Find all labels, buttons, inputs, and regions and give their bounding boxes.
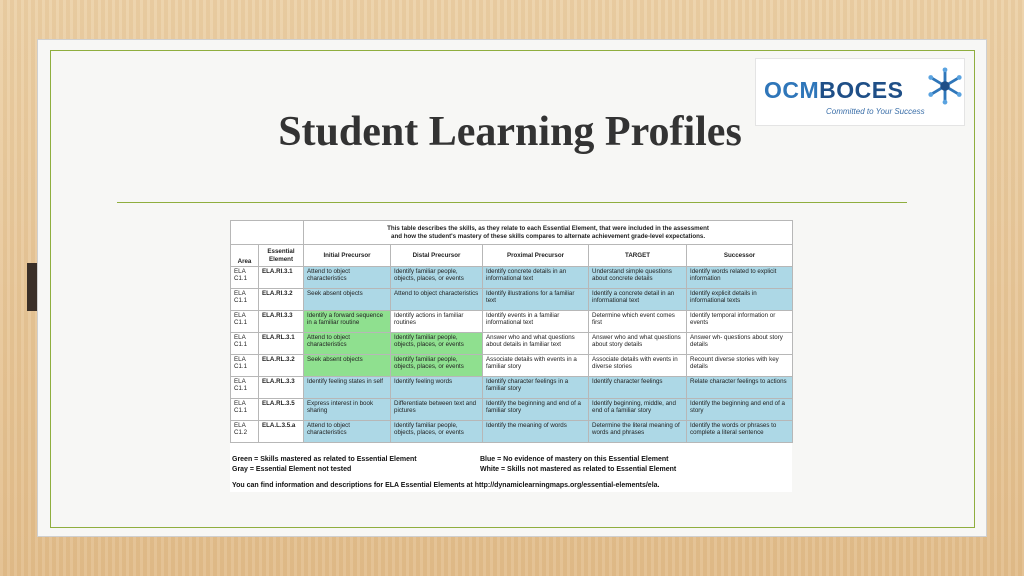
cell-initial: Attend to object characteristics <box>304 421 391 443</box>
header-distal-precursor: Distal Precursor <box>391 245 483 267</box>
cell-target: Identify beginning, middle, and end of a familiar story <box>589 399 687 421</box>
cell-initial: Seek absent objects <box>304 355 391 377</box>
cell-distal: Identify familiar people, objects, places, or events <box>391 267 483 289</box>
cell-successor: Recount diverse stories with key details <box>687 355 793 377</box>
header-essential-element: Essential Element <box>259 245 304 267</box>
legend-blue: Blue = No evidence of mastery on this Essential Element <box>480 456 669 463</box>
cell-essential-element: ELA.RL.3.2 <box>259 355 304 377</box>
cell-target: Determine the literal meaning of words and phrases <box>589 421 687 443</box>
table-corner <box>231 221 304 245</box>
legend-green: Green = Skills mastered as related to Essential Element <box>232 456 417 463</box>
cell-initial: Attend to object characteristics <box>304 333 391 355</box>
header-proximal-precursor: Proximal Precursor <box>483 245 589 267</box>
cell-proximal: Answer who and what questions about details in familiar text <box>483 333 589 355</box>
skills-table <box>230 220 793 443</box>
cell-initial: Seek absent objects <box>304 289 391 311</box>
cell-proximal: Associate details with events in a familiar story <box>483 355 589 377</box>
snowflake-icon <box>926 67 964 105</box>
cell-successor: Identify the words or phrases to complete a literal sentence <box>687 421 793 443</box>
table-row <box>231 333 793 355</box>
cell-area: ELA C1.1 <box>231 267 259 289</box>
cell-successor: Identify the beginning and end of a story <box>687 399 793 421</box>
cell-proximal: Identify events in a familiar informational text <box>483 311 589 333</box>
cell-essential-element: ELA.RL.3.3 <box>259 377 304 399</box>
cell-essential-element: ELA.RI.3.2 <box>259 289 304 311</box>
cell-proximal: Identify character feelings in a familiar story <box>483 377 589 399</box>
cell-successor: Identify temporal information or events <box>687 311 793 333</box>
cell-distal: Differentiate between text and pictures <box>391 399 483 421</box>
cell-essential-element: ELA.RL.3.1 <box>259 333 304 355</box>
cell-initial: Identify a forward sequence in a familiar routine <box>304 311 391 333</box>
cell-essential-element: ELA.RL.3.5 <box>259 399 304 421</box>
cell-successor: Identify explicit details in informational texts <box>687 289 793 311</box>
cell-area: ELA C1.1 <box>231 333 259 355</box>
learning-profile-document <box>230 220 792 492</box>
cell-successor: Identify words related to explicit information <box>687 267 793 289</box>
cell-distal: Identify familiar people, objects, places, or events <box>391 333 483 355</box>
cell-initial: Identify feeling states in self <box>304 377 391 399</box>
legend-note: You can find information and descriptions for ELA Essential Elements at http://dynamiclearningmaps.org/essential-elements/ela. <box>232 482 660 489</box>
cell-area: ELA C1.1 <box>231 399 259 421</box>
logo-tagline: Committed to Your Success <box>826 107 925 116</box>
logo-wordmark: OCMBOCES <box>764 77 904 103</box>
table-row <box>231 399 793 421</box>
cell-successor: Relate character feelings to actions <box>687 377 793 399</box>
cell-proximal: Identify concrete details in an informational text <box>483 267 589 289</box>
cell-proximal: Identify illustrations for a familiar text <box>483 289 589 311</box>
cell-target: Understand simple questions about concrete details <box>589 267 687 289</box>
cell-target: Answer who and what questions about story details <box>589 333 687 355</box>
table-row <box>231 289 793 311</box>
cell-proximal: Identify the meaning of words <box>483 421 589 443</box>
table-row <box>231 355 793 377</box>
cell-distal: Identify familiar people, objects, places, or events <box>391 355 483 377</box>
cell-proximal: Identify the beginning and end of a familiar story <box>483 399 589 421</box>
cell-area: ELA C1.1 <box>231 311 259 333</box>
header-target: TARGET <box>589 245 687 267</box>
table-row <box>231 311 793 333</box>
table-body <box>231 267 793 443</box>
cell-area: ELA C1.2 <box>231 421 259 443</box>
cell-essential-element: ELA.L.3.5.a <box>259 421 304 443</box>
legend-white: White = Skills not mastered as related to Essential Element <box>480 466 677 473</box>
cell-distal: Identify actions in familiar routines <box>391 311 483 333</box>
table-description: This table describes the skills, as they relate to each Essential Element, that were included in the assessment and how the student's mastery of these skills compares to alternate achievement grade-level expectations. <box>304 221 793 245</box>
header-area: Area <box>231 245 259 267</box>
table-row <box>231 421 793 443</box>
cell-target: Determine which event comes first <box>589 311 687 333</box>
cell-initial: Attend to object characteristics <box>304 267 391 289</box>
color-legend <box>232 456 792 489</box>
cell-distal: Identify feeling words <box>391 377 483 399</box>
table-row <box>231 267 793 289</box>
page-title: Student Learning Profiles <box>278 109 742 155</box>
cell-target: Identify character feelings <box>589 377 687 399</box>
cell-initial: Express interest in book sharing <box>304 399 391 421</box>
table-row <box>231 377 793 399</box>
cell-area: ELA C1.1 <box>231 355 259 377</box>
cell-essential-element: ELA.RI.3.1 <box>259 267 304 289</box>
header-successor: Successor <box>687 245 793 267</box>
cell-distal: Attend to object characteristics <box>391 289 483 311</box>
header-initial-precursor: Initial Precursor <box>304 245 391 267</box>
cell-successor: Answer wh- questions about story details <box>687 333 793 355</box>
cell-area: ELA C1.1 <box>231 377 259 399</box>
title-divider <box>117 202 907 203</box>
legend-gray: Gray = Essential Element not tested <box>232 466 352 473</box>
ocm-boces-logo <box>755 58 965 126</box>
cell-area: ELA C1.1 <box>231 289 259 311</box>
cell-essential-element: ELA.RI.3.3 <box>259 311 304 333</box>
cell-target: Associate details with events in diverse stories <box>589 355 687 377</box>
cell-distal: Identify familiar people, objects, places, or events <box>391 421 483 443</box>
cell-target: Identify a concrete detail in an informational text <box>589 289 687 311</box>
